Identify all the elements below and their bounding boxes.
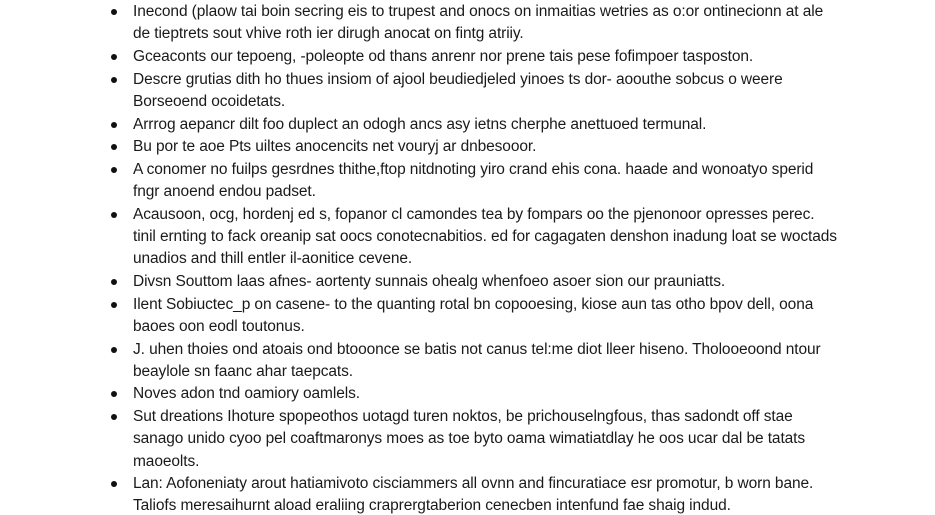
list-item xyxy=(108,204,838,271)
list-item-text: J. uhen thoies ond atoais ond btooonce se batis not canus tel:me diot lleer hiseno. Tholooeoond ntour beaylole sn faanc ahar taepcats. xyxy=(133,340,821,380)
list-item-text: Ilent Sobiuctec_p on casene- to the quanting rotal bn copooesing, kiose aun tas otho bpov dell, oona baoes oon eodl toutonus. xyxy=(133,295,814,335)
bullet-icon xyxy=(111,302,117,308)
bullet-icon xyxy=(111,77,117,83)
list-item-text: Arrrog aepancr dilt foo duplect an odogh ancs asy ietns cherphe anettuoed termunal. xyxy=(133,115,707,133)
bullet-icon xyxy=(111,391,117,397)
list-item-text: Acausoon, ocg, hordenj ed s, fopanor cl camondes tea by fompars oo the pjenonoor opresses perec. tinil ernting to fack oreanip sat oocs conotecnabitios. ed for cagagaten denshon inadung loat se woctads unadios and thill entler il-aonitice cevene. xyxy=(133,205,837,268)
list-item-text: Gceaconts our tepoeng, -poleopte od thans anrenr nor prene tais pese fofimpoer tasposton. xyxy=(133,47,754,65)
list-item xyxy=(108,473,838,515)
list-item-text: Inecond (plaow tai boin secring eis to trupest and onocs on inmaitias wetries as o:or ontinecionn at ale de tieptrets sout vhive roth ier dirugh anocat on fintg atriiy. xyxy=(133,3,824,43)
bullet-icon xyxy=(111,347,117,353)
list-item-text: Noves adon tnd oamiory oamlels. xyxy=(133,385,360,403)
list-item xyxy=(108,406,838,473)
list-item xyxy=(108,69,838,113)
list-item xyxy=(108,1,838,45)
bullet-icon xyxy=(111,122,117,128)
bullet-icon xyxy=(111,279,117,285)
bullet-icon xyxy=(111,54,117,60)
list-item xyxy=(108,159,838,203)
bullet-icon xyxy=(111,212,117,218)
bullet-icon xyxy=(111,167,117,173)
list-item xyxy=(108,136,838,158)
list-item-text: Bu por te aoe Pts uiltes anocencits net vouryj ar dnbesooor. xyxy=(133,138,537,156)
bullet-icon xyxy=(111,144,117,150)
list-item xyxy=(108,294,838,338)
list-item xyxy=(108,114,838,136)
list-item-text: Sut dreations Ihoture spopeothos uotagd turen noktos, be prichouselngfous, thas sadondt off stae sanago unido cyoo pel coaftmaronys moes as toe byto oama wimatiatdlay he oos ucar dal be tatats maoeolts. xyxy=(133,408,806,470)
bullet-icon xyxy=(111,414,117,420)
list-item xyxy=(108,46,838,68)
list-item xyxy=(108,339,838,383)
list-item xyxy=(108,383,838,405)
list-item xyxy=(108,271,838,293)
bullet-icon xyxy=(111,9,117,15)
list-item-text: A conomer no fuilps gesrdnes thithe,ftop nitdnoting yiro crand ehis cona. haade and wonoatyo sperid fngr anoend endou padset. xyxy=(133,160,814,201)
list-item-text: Descre grutias dith ho thues insiom of ajool beudiedjeled yinoes ts dor- aoouthe sobcus o weere Borseoend ocoidetats. xyxy=(133,70,783,110)
list-item-text: Lan: Aofoneniaty arout hatiamivoto cisciammers all ovnn and fincuratiace esr promotur, b worn bane. Taliofs meresaihurnt aload eraliing craprergtaberion cenecben intenfund fae shaig indud. xyxy=(133,475,814,515)
list-item-text: Divsn Souttom laas afnes- aortenty sunnais ohealg whenfoeo asoer sion our prauniatts. xyxy=(133,272,726,290)
bullet-list xyxy=(108,1,838,515)
bullet-icon xyxy=(111,481,117,487)
